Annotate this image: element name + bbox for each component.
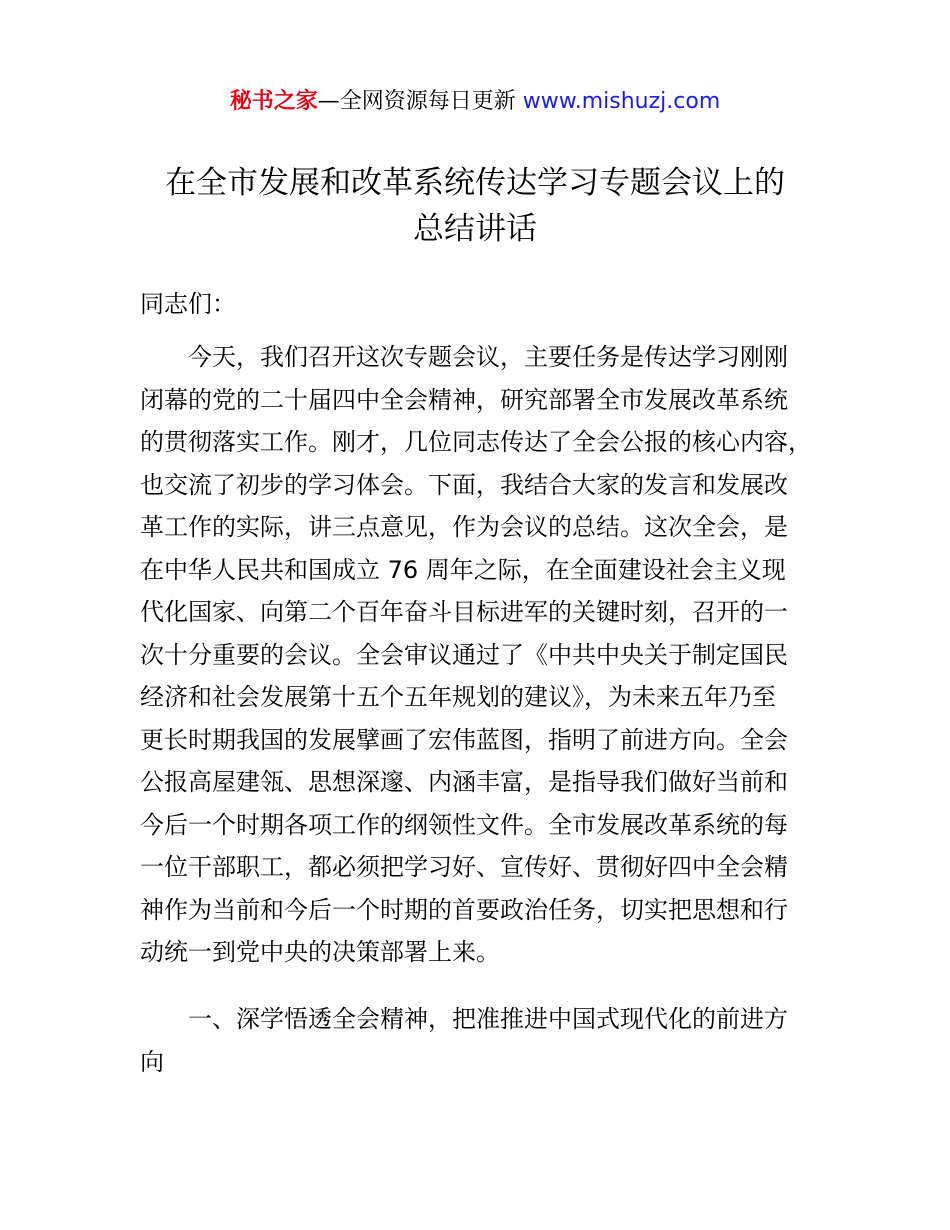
paragraph-line: 代化国家、向第二个百年奋斗目标进军的关键时刻，召开的一 — [140, 598, 788, 626]
section-heading-line: 一、深学悟透全会精神，把准推进中国式现代化的前进方 — [188, 1005, 788, 1033]
paragraph-line: 闭幕的党的二十届四中全会精神，研究部署全市发展改革系统 — [140, 385, 788, 414]
document-title-line-1: 在全市发展和改革系统传达学习专题会议上的 — [165, 165, 785, 201]
salutation: 同志们： — [140, 290, 236, 318]
paragraph-line: 经济和社会发展第十五个五年规划的建议》，为未来五年乃至 — [140, 683, 776, 711]
section-heading-1 — [140, 998, 830, 1083]
brand-name: 秘书之家 — [229, 89, 318, 114]
paragraph-line: 今天，我们召开这次专题会议，主要任务是传达学习刚刚 — [188, 343, 788, 371]
section-heading-line: 向 — [140, 1047, 164, 1076]
paragraph-line: 神作为当前和今后一个时期的首要政治任务，切实把思想和行 — [140, 895, 788, 924]
paragraph-line: 今后一个时期各项工作的纲领性文件。全市发展改革系统的每 — [140, 810, 788, 839]
paragraph-1 — [140, 336, 820, 974]
site-slogan: —全网资源每日更新 — [317, 89, 516, 114]
paragraph-line: 一位干部职工，都必须把学习好、宣传好、贯彻好四中全会精 — [140, 853, 788, 881]
paragraph-line: 在中华人民共和国成立 76 周年之际，在全面建设社会主义现 — [140, 555, 786, 584]
paragraph-line: 公报高屋建瓴、思想深邃、内涵丰富，是指导我们做好当前和 — [140, 768, 788, 796]
document-title — [0, 160, 950, 252]
paragraph-line: 革工作的实际，讲三点意见，作为会议的总结。这次全会，是 — [140, 513, 788, 541]
document-title-line-2: 总结讲话 — [413, 211, 537, 247]
paragraph-line: 的贯彻落实工作。刚才，几位同志传达了全会公报的核心内容， — [140, 428, 812, 456]
paragraph-line: 次十分重要的会议。全会审议通过了《中共中央关于制定国民 — [140, 640, 788, 669]
paragraph-line: 动统一到党中央的决策部署上来。 — [140, 938, 500, 966]
site-url-link[interactable]: www.mishuzj.com — [522, 89, 721, 114]
paragraph-line: 更长时期我国的发展擘画了宏伟蓝图，指明了前进方向。全会 — [140, 725, 788, 754]
paragraph-line: 也交流了初步的学习体会。下面，我结合大家的发言和发展改 — [140, 470, 788, 499]
site-header — [0, 86, 950, 118]
